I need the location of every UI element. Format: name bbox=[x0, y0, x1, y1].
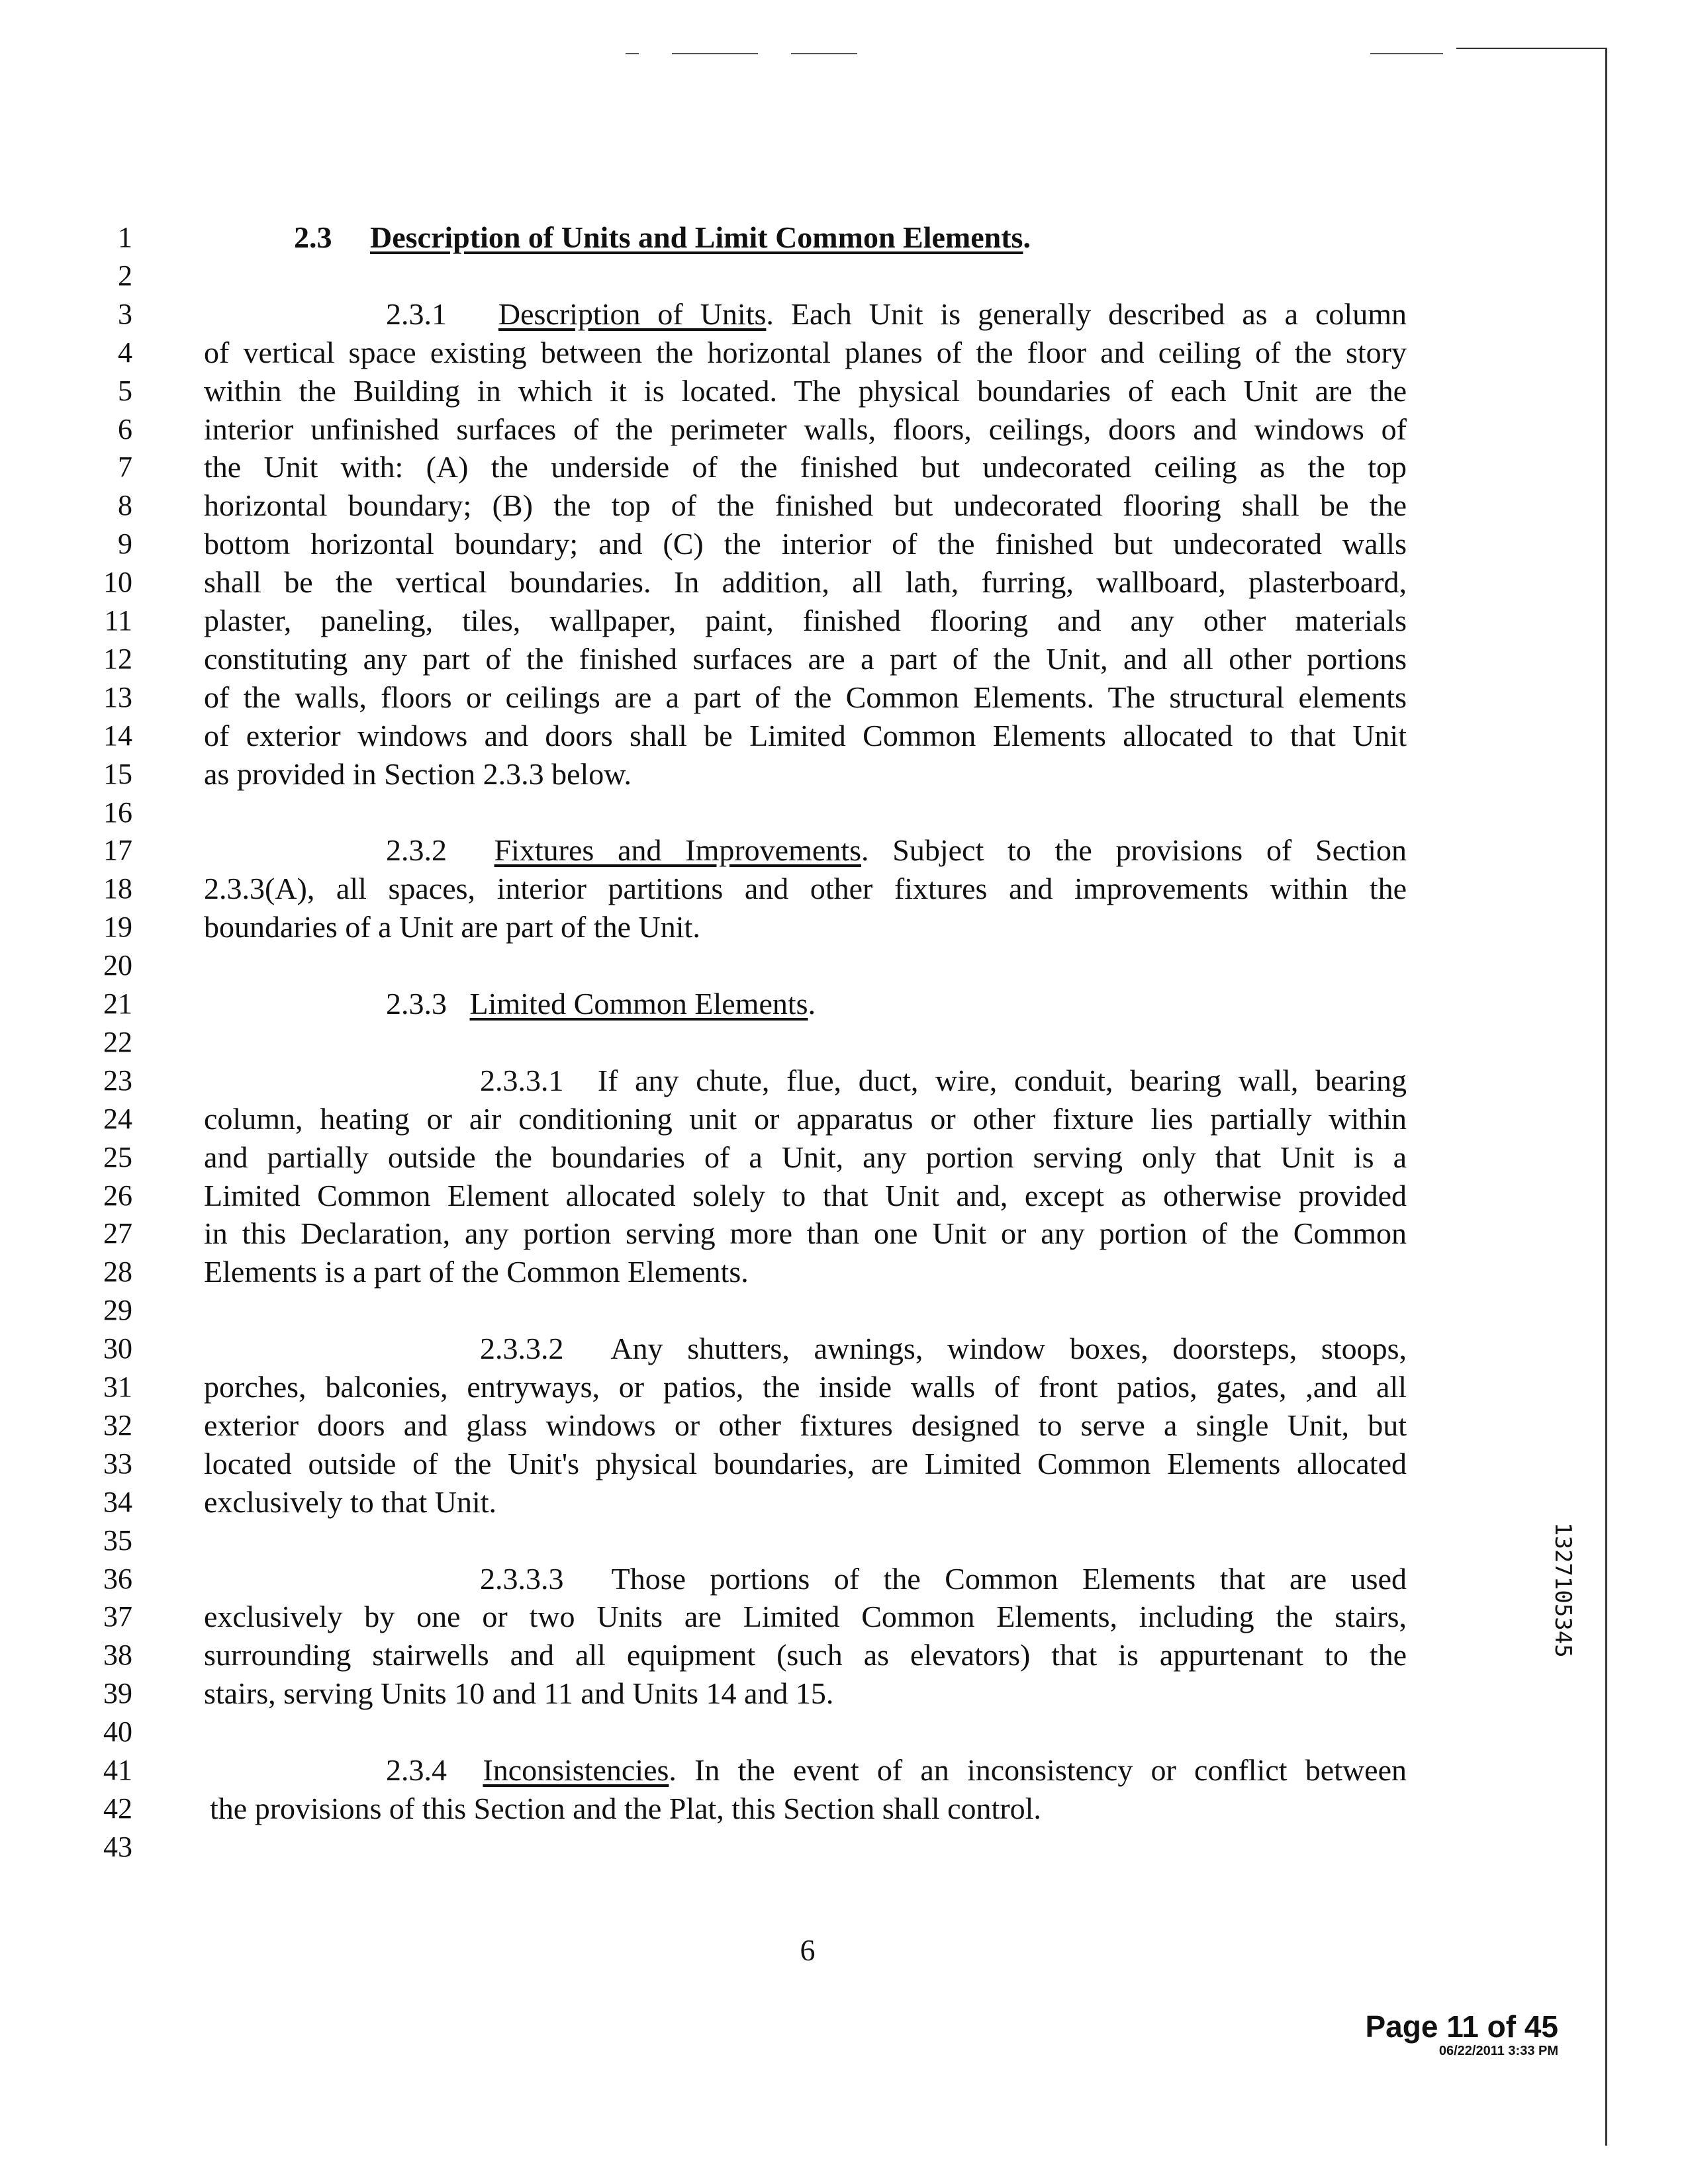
page-number: 6 bbox=[800, 1933, 816, 1967]
text-line bbox=[204, 870, 1407, 908]
text-run: of the walls, floors or ceilings are a part of the Common Elements. The structural elements bbox=[204, 680, 1407, 714]
text-line bbox=[204, 908, 1407, 946]
text-run: . Subject to the provisions of Section bbox=[861, 833, 1407, 868]
text-line bbox=[204, 1445, 1407, 1483]
line-number: 6 bbox=[118, 412, 132, 445]
line-number: 27 bbox=[103, 1217, 132, 1250]
text-line bbox=[204, 1214, 1407, 1253]
text-run: Elements is a part of the Common Elements. bbox=[204, 1255, 749, 1289]
text-run: . In the event of an inconsistency or conflict between bbox=[669, 1753, 1407, 1787]
text-line bbox=[386, 1751, 1407, 1790]
text-line bbox=[204, 486, 1407, 525]
line-number: 25 bbox=[103, 1140, 132, 1173]
text-line bbox=[204, 334, 1407, 372]
text-run: within the Building in which it is located. The physical boundaries of each Unit are the bbox=[204, 373, 1407, 408]
line-number: 4 bbox=[118, 336, 132, 369]
line-number: 29 bbox=[103, 1294, 132, 1327]
text-run: 2.3.3 bbox=[386, 987, 470, 1021]
text-line bbox=[204, 1483, 1407, 1522]
text-line bbox=[386, 295, 1407, 334]
text-run: the provisions of this Section and the Plat, this Section shall control. bbox=[210, 1791, 1041, 1825]
line-number: 39 bbox=[103, 1677, 132, 1710]
text-run: . bbox=[808, 987, 816, 1021]
line-number: 12 bbox=[103, 642, 132, 675]
text-run: of exterior windows and doors shall be Limited Common Elements allocated to that Unit bbox=[204, 718, 1407, 752]
text-line bbox=[204, 525, 1407, 563]
reception-number-stamp: 1327105345 bbox=[1550, 1522, 1576, 1658]
text-line bbox=[204, 1636, 1407, 1674]
text-line bbox=[386, 985, 1407, 1023]
text-line bbox=[204, 410, 1407, 449]
line-number: 5 bbox=[118, 374, 132, 407]
text-run: Limited Common Element allocated solely to that Unit and, except as otherwise provided bbox=[204, 1178, 1407, 1212]
text-run: in this Declaration, any portion serving more than one Unit or any portion of the Common bbox=[204, 1216, 1407, 1251]
line-number: 35 bbox=[103, 1524, 132, 1557]
text-line bbox=[204, 563, 1407, 602]
line-number: 24 bbox=[103, 1102, 132, 1135]
scan-artifact bbox=[672, 53, 758, 54]
text-line bbox=[204, 602, 1407, 640]
line-number: 20 bbox=[103, 949, 132, 982]
text-line bbox=[204, 678, 1407, 717]
line-number: 13 bbox=[103, 680, 132, 713]
underlined-title: Description of Units and Limit Common Elements bbox=[370, 220, 1023, 254]
line-number: 40 bbox=[103, 1715, 132, 1749]
text-run: boundaries of a Unit are part of the Unit. bbox=[204, 910, 700, 944]
text-run: and partially outside the boundaries of a Unit, any portion serving only that Unit is a bbox=[204, 1140, 1407, 1174]
text-line bbox=[204, 448, 1407, 486]
text-run: porches, balconies, entryways, or patios, the inside walls of front patios, gates, ,and all bbox=[204, 1370, 1407, 1404]
text-run: as provided in Section 2.3.3 below. bbox=[204, 756, 632, 791]
line-number: 26 bbox=[103, 1179, 132, 1212]
text-run: constituting any part of the finished surfaces are a part of the Unit, and all other portions bbox=[204, 641, 1407, 676]
text-run: 2.3.1 bbox=[386, 296, 498, 331]
line-number: 32 bbox=[103, 1408, 132, 1441]
line-number: 42 bbox=[103, 1792, 132, 1825]
recording-timestamp: 06/22/2011 3:33 PM bbox=[1438, 2044, 1558, 2058]
text-line bbox=[204, 640, 1407, 678]
line-number: 14 bbox=[103, 719, 132, 752]
scan-artifact bbox=[1370, 53, 1443, 54]
text-run: of vertical space existing between the horizontal planes of the floor and ceiling of the story bbox=[204, 335, 1407, 369]
underlined-title: Limited Common Elements bbox=[469, 987, 808, 1021]
line-number: 21 bbox=[103, 987, 132, 1020]
text-run: exterior doors and glass windows or other fixtures designed to serve a single Unit, but bbox=[204, 1408, 1407, 1442]
text-run: shall be the vertical boundaries. In addition, all lath, furring, wallboard, plasterboard, bbox=[204, 565, 1407, 600]
line-number: 2 bbox=[118, 259, 132, 292]
text-line bbox=[204, 1406, 1407, 1445]
underlined-title: Fixtures and Improvements bbox=[494, 833, 861, 868]
text-run: exclusively to that Unit. bbox=[204, 1484, 497, 1519]
text-run: exclusively by one or two Units are Limited Common Elements, including the stairs, bbox=[204, 1600, 1407, 1634]
line-number: 41 bbox=[103, 1754, 132, 1786]
line-number: 15 bbox=[103, 757, 132, 790]
line-number: 18 bbox=[103, 872, 132, 905]
line-number: 11 bbox=[104, 604, 132, 637]
text-run: surrounding stairwells and all equipment (such as elevators) that is appurtenant to the bbox=[204, 1638, 1407, 1672]
text-run: 2.3 bbox=[294, 220, 332, 254]
text-run: column, heating or air conditioning unit or apparatus or other fixture lies partially within bbox=[204, 1101, 1407, 1136]
text-run: stairs, serving Units 10 and 11 and Units 14 and 15. bbox=[204, 1676, 834, 1711]
text-run: 2.3.3.2 Any shutters, awnings, window boxes, doorsteps, stoops, bbox=[480, 1332, 1407, 1366]
section-heading bbox=[294, 218, 1031, 257]
underlined-title: Inconsistencies bbox=[483, 1753, 669, 1787]
text-run bbox=[332, 220, 371, 254]
scan-border-right bbox=[1605, 48, 1607, 2146]
scan-artifact bbox=[791, 53, 857, 54]
line-number: 3 bbox=[118, 297, 132, 330]
text-run: 2.3.2 bbox=[386, 833, 494, 868]
line-number: 33 bbox=[103, 1447, 132, 1480]
text-line bbox=[210, 1790, 1407, 1828]
line-number: 34 bbox=[103, 1485, 132, 1518]
line-number: 16 bbox=[103, 796, 132, 829]
line-number: 37 bbox=[103, 1600, 132, 1633]
text-run: horizontal boundary; (B) the top of the finished but undecorated flooring shall be the bbox=[204, 488, 1407, 523]
line-number: 7 bbox=[118, 451, 132, 484]
text-line bbox=[204, 1138, 1407, 1177]
text-run: . bbox=[1023, 220, 1031, 254]
text-run: 2.3.3.3 Those portions of the Common Elements that are used bbox=[480, 1561, 1407, 1596]
text-line bbox=[204, 1674, 1407, 1713]
text-line bbox=[480, 1560, 1407, 1598]
line-number: 23 bbox=[103, 1064, 132, 1097]
text-run: . Each Unit is generally described as a column bbox=[766, 296, 1407, 331]
line-number: 19 bbox=[103, 911, 132, 944]
text-run: 2.3.3.1 If any chute, flue, duct, wire, conduit, bearing wall, bearing bbox=[480, 1063, 1407, 1097]
line-number: 36 bbox=[103, 1562, 132, 1595]
text-line bbox=[204, 1598, 1407, 1636]
text-run: the Unit with: (A) the underside of the finished but undecorated ceiling as the top bbox=[204, 450, 1407, 484]
scan-artifact bbox=[626, 53, 639, 54]
text-line bbox=[204, 1253, 1407, 1291]
line-number: 22 bbox=[103, 1025, 132, 1058]
text-line bbox=[386, 831, 1407, 870]
text-run: plaster, paneling, tiles, wallpaper, paint, finished flooring and any other materials bbox=[204, 604, 1407, 637]
text-line bbox=[204, 755, 1407, 794]
text-run: located outside of the Unit's physical boundaries, are Limited Common Elements allocated bbox=[204, 1446, 1407, 1480]
text-run: 2.3.3(A), all spaces, interior partitions and other fixtures and improvements within the bbox=[204, 872, 1407, 906]
line-number: 1 bbox=[118, 221, 132, 253]
text-line bbox=[204, 1177, 1407, 1215]
text-line bbox=[480, 1062, 1407, 1100]
line-number: 30 bbox=[103, 1332, 132, 1365]
underlined-title: Description of Units bbox=[498, 296, 767, 331]
text-line bbox=[204, 1368, 1407, 1406]
line-number: 31 bbox=[103, 1371, 132, 1403]
text-line bbox=[204, 717, 1407, 755]
text-line bbox=[204, 1100, 1407, 1138]
text-run: 2.3.4 bbox=[386, 1753, 483, 1787]
line-number: 43 bbox=[103, 1830, 132, 1863]
line-number: 28 bbox=[103, 1255, 132, 1289]
line-number: 8 bbox=[118, 489, 132, 522]
text-line bbox=[480, 1330, 1407, 1368]
scan-border-top bbox=[1456, 48, 1607, 49]
recording-page-stamp: Page 11 of 45 bbox=[1365, 2009, 1558, 2044]
text-run: interior unfinished surfaces of the perimeter walls, floors, ceilings, doors and windows of bbox=[204, 412, 1407, 446]
line-number: 9 bbox=[118, 527, 132, 561]
text-line bbox=[204, 372, 1407, 410]
text-run: bottom horizontal boundary; and (C) the interior of the finished but undecorated walls bbox=[204, 527, 1407, 561]
line-number: 38 bbox=[103, 1639, 132, 1672]
line-number: 17 bbox=[103, 834, 132, 867]
line-number: 10 bbox=[103, 566, 132, 599]
